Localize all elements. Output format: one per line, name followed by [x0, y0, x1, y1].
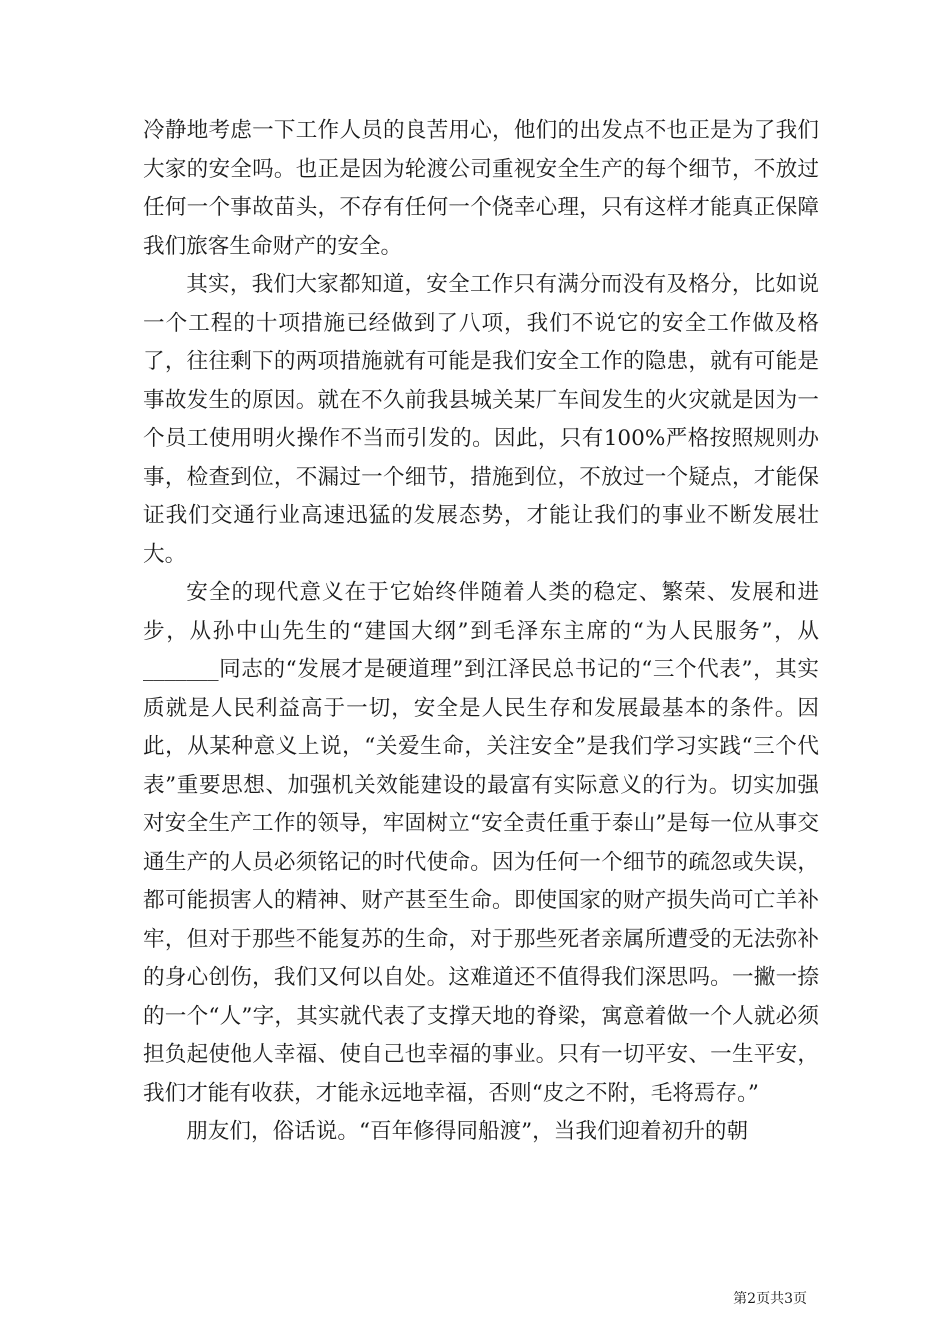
paragraph-2: 其实，我们大家都知道，安全工作只有满分而没有及格分，比如说一个工程的十项措施已经做到了八项，我们不说它的安全工作做及格了，往往剩下的两项措施就有可能是我们安全工作的隐患，就有可能是事故发生的原因。就在不久前我县城关某厂车间发生的火灾就是因为一个员工使用明火操作不当而引发的。因此，只有100%严格按照规则办事，检查到位，不漏过一个细节，措施到位，不放过一个疑点，才能保证我们交通行业高速迅猛的发展态势，才能让我们的事业不断发展壮大。 [143, 272, 819, 567]
paragraph-3: 安全的现代意义在于它始终伴随着人类的稳定、繁荣、发展和进步，从孙中山先生的“建国大纲”到毛泽东主席的“为人民服务”，从_______同志的“发展才是硬道理”到江泽民总书记的“三个代表”，其实质就是人民利益高于一切，安全是人民生存和发展最基本的条件。因此，从某种意义上说，“关爱生命，关注安全”是我们学习实践“三个代表”重要思想、加强机关效能建设的最富有实际意义的行为。切实加强对安全生产工作的领导，牢固树立“安全责任重于泰山”是每一位从事交通生产的人员必须铭记的时代使命。因为任何一个细节的疏忽或失误，都可能损害人的精神、财产甚至生命。即使国家的财产损失尚可亡羊补牢，但对于那些不能复苏的生命，对于那些死者亲属所遭受的无法弥补的身心创伤，我们又何以自处。这难道还不值得我们深思吗。一撇一捺的一个“人”字，其实就代表了支撑天地的脊梁，寓意着做一个人就必须担负起使他人幸福、使自己也幸福的事业。只有一切平安、一生平安，我们才能有收获，才能永远地幸福，否则“皮之不附，毛将焉存。” [143, 580, 819, 1106]
paragraph-4: 朋友们，俗话说。“百年修得同船渡”，当我们迎着初升的朝 [186, 1119, 749, 1144]
page-number-footer: 第2页共3页 [733, 1291, 807, 1307]
paragraph-1: 冷静地考虑一下工作人员的良苦用心，他们的出发点不也正是为了我们大家的安全吗。也正是因为轮渡公司重视安全生产的每个细节，不放过任何一个事故苗头，不存有任何一个侥幸心理，只有这样才能真正保障我们旅客生命财产的安全。 [143, 118, 819, 259]
document-body [143, 112, 819, 1152]
